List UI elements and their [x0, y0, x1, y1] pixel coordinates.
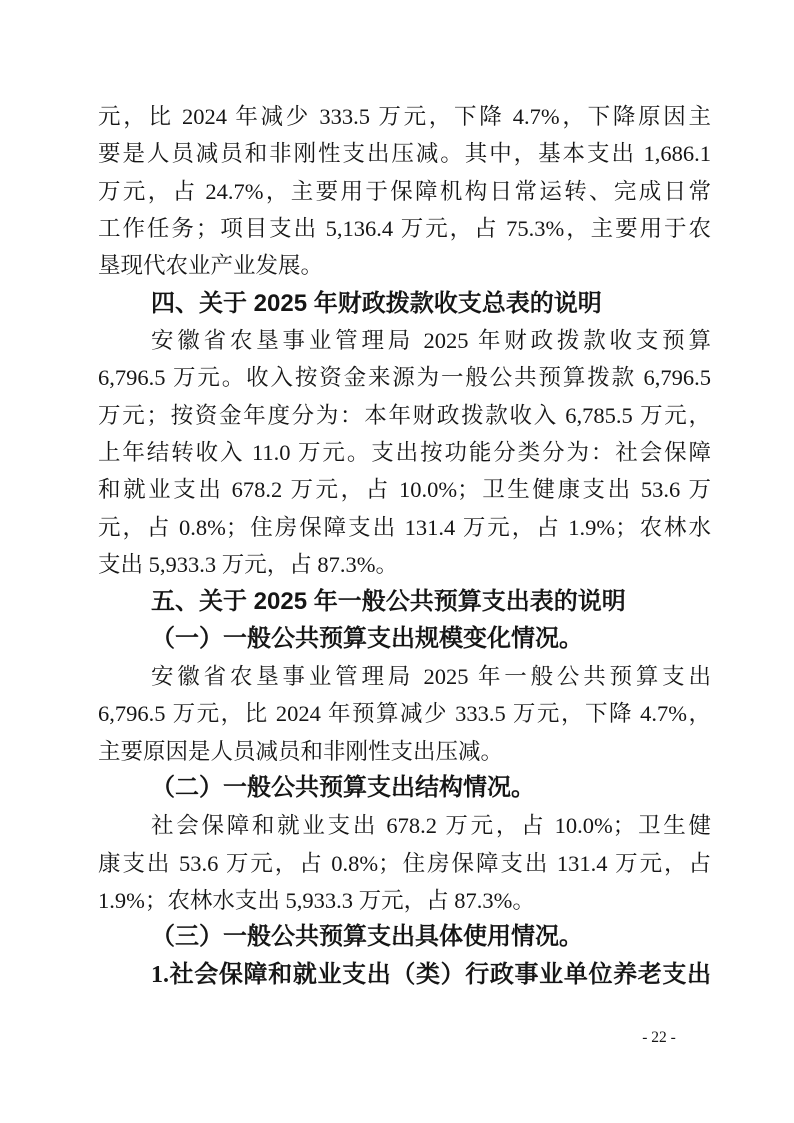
heading-line: 1.社会保障和就业支出（类）行政事业单位养老支出: [151, 961, 711, 988]
text-line: 6,796.5 万元，比 2024 年预算减少 333.5 万元，下降 4.7%，: [98, 701, 711, 727]
text-line: 工作任务；项目支出 5,136.4 万元，占 75.3%，主要用于农: [98, 215, 711, 241]
document-body: [98, 98, 711, 994]
heading-line: （三）一般公共预算支出具体使用情况。: [151, 924, 583, 951]
text-line: 万元，占 24.7%，主要用于保障机构日常运转、完成日常: [98, 178, 711, 204]
text-line: 要是人员减员和非刚性支出压减。其中，基本支出 1,686.1: [98, 141, 711, 167]
text-line: 6,796.5 万元。收入按资金来源为一般公共预算拨款 6,796.5: [98, 365, 711, 391]
text-line: 1.9%；农林水支出 5,933.3 万元，占 87.3%。: [98, 887, 535, 913]
text-line: 安徽省农垦事业管理局 2025 年财政拨款收支预算: [151, 327, 711, 353]
text-line: 元，占 0.8%；住房保障支出 131.4 万元，占 1.9%；农林水: [98, 514, 711, 540]
heading-line: 四、关于 2025 年财政拨款收支总表的说明: [151, 289, 602, 317]
text-line: 元，比 2024 年减少 333.5 万元，下降 4.7%，下降原因主: [98, 104, 711, 129]
text-line: 垦现代农业产业发展。: [98, 253, 324, 279]
text-line: 主要原因是人员减员和非刚性支出压减。: [98, 738, 504, 764]
heading-line: （一）一般公共预算支出规模变化情况。: [151, 625, 583, 652]
text-line: 安徽省农垦事业管理局 2025 年一般公共预算支出: [151, 663, 711, 689]
text-line: 康支出 53.6 万元，占 0.8%；住房保障支出 131.4 万元，占: [98, 850, 711, 876]
heading-line: 五、关于 2025 年一般公共预算支出表的说明: [151, 588, 626, 616]
text-line: 上年结转收入 11.0 万元。支出按功能分类分为：社会保障: [98, 439, 711, 465]
page-number: - 22 -: [642, 1029, 676, 1046]
text-line: 支出 5,933.3 万元，占 87.3%。: [98, 551, 398, 577]
text-line: 和就业支出 678.2 万元，占 10.0%；卫生健康支出 53.6 万: [98, 477, 711, 503]
heading-line: （二）一般公共预算支出结构情况。: [151, 774, 535, 801]
text-line: 社会保障和就业支出 678.2 万元，占 10.0%；卫生健: [151, 813, 711, 839]
text-line: 万元；按资金年度分为：本年财政拨款收入 6,785.5 万元，: [98, 402, 711, 428]
